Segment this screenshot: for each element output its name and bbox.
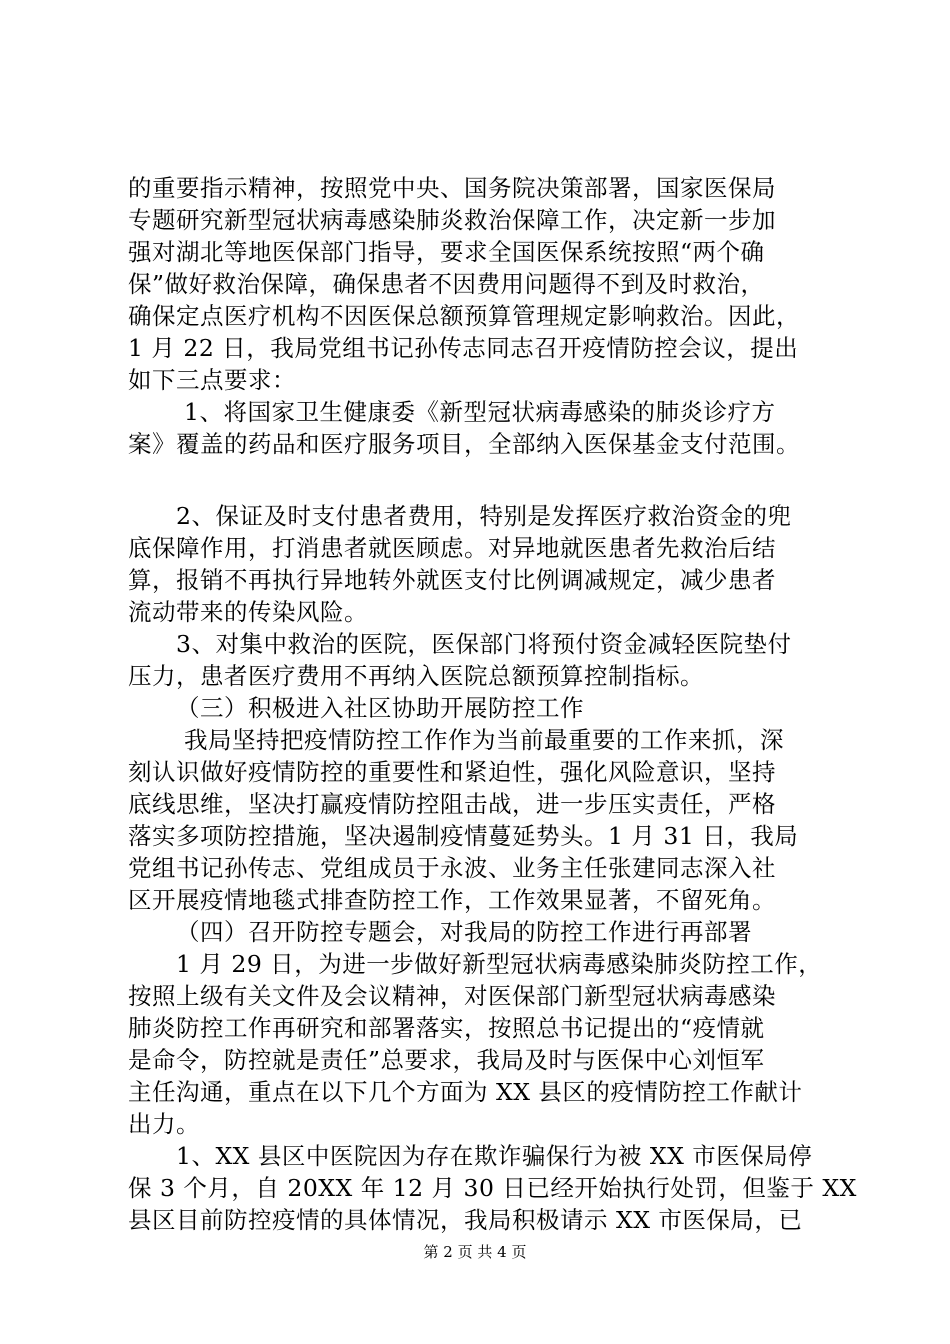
text-line: 区开展疫情地毯式排查防控工作，工作效果显著，不留死角。 <box>128 886 776 914</box>
text-line: 如下三点要求： <box>128 366 296 394</box>
text-line: 底线思维，坚决打赢疫情防控阻击战，进一步压实责任，严格 <box>128 790 776 818</box>
text-line: 我局坚持把疫情防控工作作为当前最重要的工作来抓，深 <box>184 726 784 754</box>
text-line: 案》覆盖的药品和医疗服务项目，全部纳入医保基金支付范围。 <box>128 430 800 458</box>
text-line: 党组书记孙传志、党组成员于永波、业务主任张建同志深入社 <box>128 854 776 882</box>
text-line: 按照上级有关文件及会议精神，对医保部门新型冠状病毒感染 <box>128 982 776 1010</box>
text-line: 1 月 29 日，为进一步做好新型冠状病毒感染肺炎防控工作， <box>176 950 823 978</box>
text-line: 强对湖北等地医保部门指导，要求全国医保系统按照“两个确 <box>128 238 765 266</box>
text-line: 1、XX 县区中医院因为存在欺诈骗保行为被 XX 市医保局停 <box>176 1142 813 1170</box>
text-line: 出力。 <box>128 1110 200 1138</box>
text-line: 流动带来的传染风险。 <box>128 598 368 626</box>
text-line: 专题研究新型冠状病毒感染肺炎救治保障工作，决定新一步加 <box>128 206 776 234</box>
text-line: 是命令，防控就是责任”总要求，我局及时与医保中心刘恒军 <box>128 1046 765 1074</box>
text-line: 2、保证及时支付患者费用，特别是发挥医疗救治资金的兜 <box>176 502 792 530</box>
text-line: 确保定点医疗机构不因医保总额预算管理规定影响救治。因此， <box>128 302 800 330</box>
text-line: （三）积极进入社区协助开展防控工作 <box>176 694 584 722</box>
text-line: 压力，患者医疗费用不再纳入医院总额预算控制指标。 <box>128 662 704 690</box>
text-line: 主任沟通，重点在以下几个方面为 XX 县区的疫情防控工作献计 <box>128 1078 803 1106</box>
document-body <box>128 172 858 1236</box>
text-line: 保”做好救治保障，确保患者不因费用问题得不到及时救治， <box>128 270 765 298</box>
text-line: 1、将国家卫生健康委《新型冠状病毒感染的肺炎诊疗方 <box>184 398 776 426</box>
text-line: 的重要指示精神，按照党中央、国务院决策部署，国家医保局 <box>128 174 776 202</box>
text-line: 保 3 个月，自 20XX 年 12 月 30 日已经开始执行处罚，但鉴于 XX <box>128 1174 857 1202</box>
page-footer: 第 2 页 共 4 页 <box>423 1243 527 1261</box>
text-line: 底保障作用，打消患者就医顾虑。对异地就医患者先救治后结 <box>128 534 776 562</box>
text-line: 刻认识做好疫情防控的重要性和紧迫性，强化风险意识，坚持 <box>128 758 776 786</box>
text-line <box>128 468 858 500</box>
text-line: 3、对集中救治的医院，医保部门将预付资金减轻医院垫付 <box>176 630 792 658</box>
text-line: （四）召开防控专题会，对我局的防控工作进行再部署 <box>176 918 752 946</box>
text-line: 县区目前防控疫情的具体情况，我局积极请示 XX 市医保局，已 <box>128 1206 803 1234</box>
text-line: 落实多项防控措施，坚决遏制疫情蔓延势头。1 月 31 日，我局 <box>128 822 799 850</box>
text-line: 算，报销不再执行异地转外就医支付比例调减规定，减少患者 <box>128 566 776 594</box>
text-line: 肺炎防控工作再研究和部署落实，按照总书记提出的“疫情就 <box>128 1014 765 1042</box>
text-line: 1 月 22 日，我局党组书记孙传志同志召开疫情防控会议，提出 <box>128 334 799 362</box>
